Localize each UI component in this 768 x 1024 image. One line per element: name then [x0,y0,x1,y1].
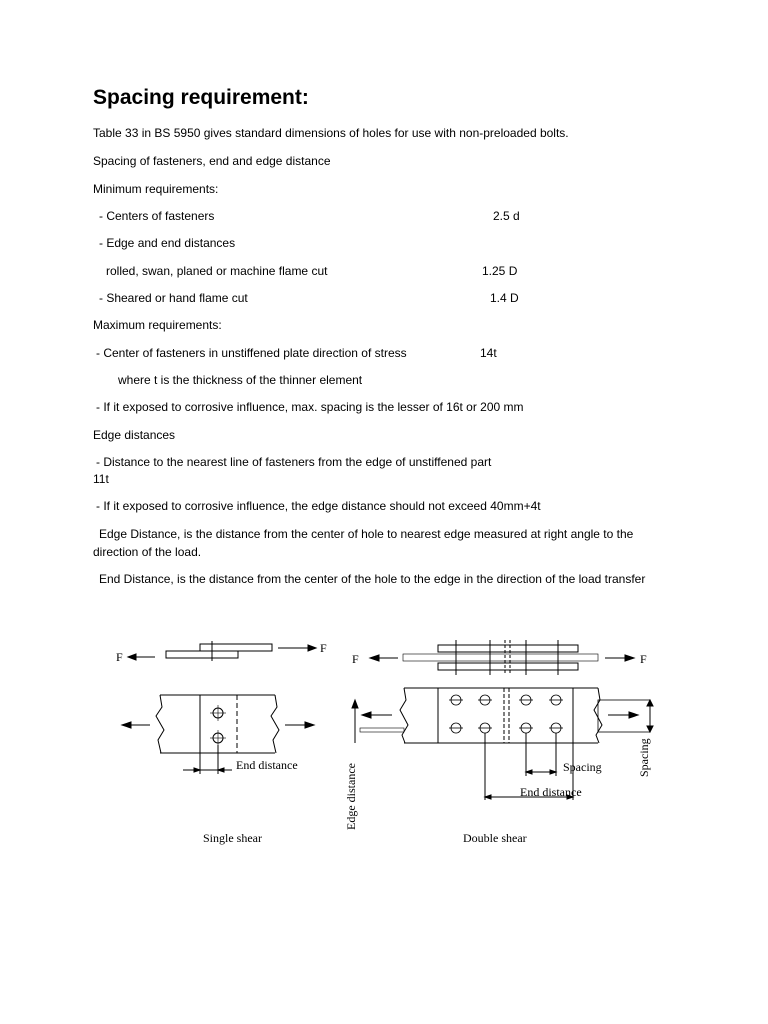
edge-heading: Edge distances [93,428,176,442]
force-label-right-double: F [640,652,647,666]
spacing-vertical-label: Spacing [637,738,651,777]
max-item-label: where t is the thickness of the thinner element [118,373,363,387]
max-item-label: - If it exposed to corrosive influence, max. spacing is the lesser of 16t or 200 mm [96,400,524,414]
shear-diagram [0,620,768,860]
end-distance-definition: End Distance, is the distance from the center of the hole to the edge in the direction of the load transfer [99,572,646,586]
edge-distance-definition: Edge Distance, is the distance from the center of hole to nearest edge measured at right angle to the direction of the load. [93,527,634,559]
min-heading: Minimum requirements: [93,182,219,196]
edge-item-value: 11t [93,472,109,486]
force-label-left-double: F [352,652,359,666]
double-shear-caption: Double shear [463,831,527,845]
double-end-distance-label: End distance [520,785,582,799]
force-label-right: F [320,641,327,655]
double-shear-side-view [370,640,634,675]
single-shear-caption: Single shear [203,831,262,845]
subtitle-text: Spacing of fasteners, end and edge distance [93,154,331,168]
min-item-value: 2.5 d [493,209,520,223]
min-item-value: 1.4 D [490,291,519,305]
min-item-label: - Centers of fasteners [99,209,215,223]
page-title: Spacing requirement: [93,86,309,109]
double-shear-plan-view [352,688,653,800]
min-item-label: - Edge and end distances [99,236,236,250]
edge-item-label: - If it exposed to corrosive influence, the edge distance should not exceed 40mm+4t [96,499,541,513]
min-item-label: rolled, swan, planed or machine flame cut [106,264,328,278]
edge-item-label: - Distance to the nearest line of fasteners from the edge of unstiffened part [96,455,492,469]
max-item-value: 14t [480,346,497,360]
single-shear-side-view [128,641,316,661]
edge-distance-label: Edge distance [344,763,358,830]
intro-text: Table 33 in BS 5950 gives standard dimensions of holes for use with non-preloaded bolts. [93,126,569,140]
max-heading: Maximum requirements: [93,318,222,332]
min-item-label: - Sheared or hand flame cut [99,291,248,305]
single-end-distance-label: End distance [236,758,298,772]
max-item-label: - Center of fasteners in unstiffened plate direction of stress [96,346,407,360]
min-item-value: 1.25 D [482,264,518,278]
force-label-left: F [116,650,123,664]
double-spacing-label: Spacing [563,760,602,774]
